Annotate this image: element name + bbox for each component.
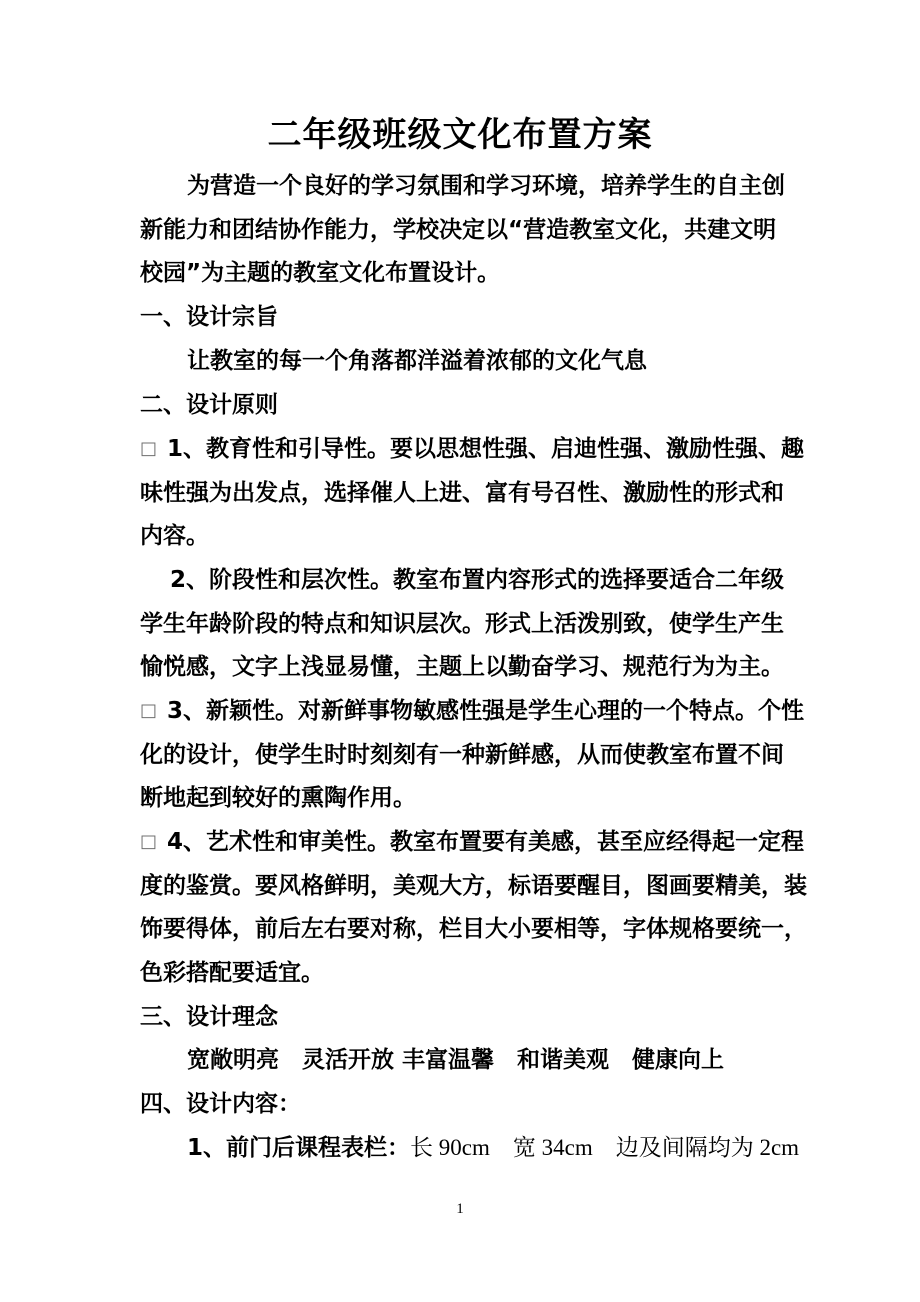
principle-4-line-1 <box>140 826 804 858</box>
principle-4-line-3: 饰要得体，前后左右要对称，栏目大小要相等，字体规格要统一， <box>140 916 807 942</box>
principle-4-line-4: 色彩搭配要适宜。 <box>140 960 324 986</box>
principle-1-line-3: 内容。 <box>140 523 209 549</box>
section-3-heading: 三、设计理念 <box>140 1004 278 1030</box>
principle-1-text: 1、教育性和引导性。要以思想性强、启迪性强、激励性强、趣 <box>167 436 805 462</box>
principle-3-text: 3、新颖性。对新鲜事物敏感性强是学生心理的一个特点。个性 <box>167 698 805 724</box>
intro-line-2: 新能力和团结协作能力，学校决定以“营造教室文化，共建文明 <box>140 217 777 243</box>
principle-3-line-1 <box>140 695 804 727</box>
principle-1-line-1 <box>140 433 804 465</box>
principle-3-line-3: 断地起到较好的熏陶作用。 <box>140 785 416 811</box>
document-title: 二年级班级文化布置方案 <box>267 115 653 155</box>
section-4-item-1-label: 1、前门后课程表栏： <box>187 1135 411 1161</box>
principle-4-text: 4、艺术性和审美性。教室布置要有美感，甚至应经得起一定程 <box>167 829 805 855</box>
principle-3-line-2: 化的设计，使学生时时刻刻有一种新鲜感，从而使教室布置不间 <box>140 742 784 768</box>
principle-4-line-2: 度的鉴赏。要风格鲜明，美观大方，标语要醒目，图画要精美，装 <box>140 873 807 899</box>
principle-1-line-2: 味性强为出发点，选择催人上进、富有号召性、激励性的形式和 <box>140 480 784 506</box>
checkbox-glyph-icon: □ <box>140 831 158 852</box>
checkbox-glyph-icon: □ <box>140 438 158 459</box>
intro-line-3: 校园”为主题的教室文化布置设计。 <box>140 260 501 286</box>
checkbox-glyph-icon: □ <box>140 700 158 721</box>
section-4-item-1 <box>187 1132 799 1164</box>
section-2-heading: 二、设计原则 <box>140 392 278 418</box>
section-1-body: 让教室的每一个角落都洋溢着浓郁的文化气息 <box>187 348 647 374</box>
principle-2-line-3: 愉悦感，文字上浅显易懂，主题上以勤奋学习、规范行为为主。 <box>140 654 784 680</box>
section-4-item-1-dims: 长 90cm 宽 34cm 边及间隔均为 2cm <box>410 1135 800 1160</box>
principle-2-line-1: 2、阶段性和层次性。教室布置内容形式的选择要适合二年级 <box>170 567 785 593</box>
section-4-heading: 四、设计内容： <box>140 1091 301 1117</box>
intro-line-1: 为营造一个良好的学习氛围和学习环境，培养学生的自主创 <box>187 173 785 199</box>
section-1-heading: 一、设计宗旨 <box>140 304 278 330</box>
principle-2-line-2: 学生年龄阶段的特点和知识层次。形式上活泼别致，使学生产生 <box>140 611 784 637</box>
page-number: 1 <box>456 1201 464 1217</box>
section-3-body: 宽敞明亮 灵活开放 丰富温馨 和谐美观 健康向上 <box>187 1047 725 1073</box>
